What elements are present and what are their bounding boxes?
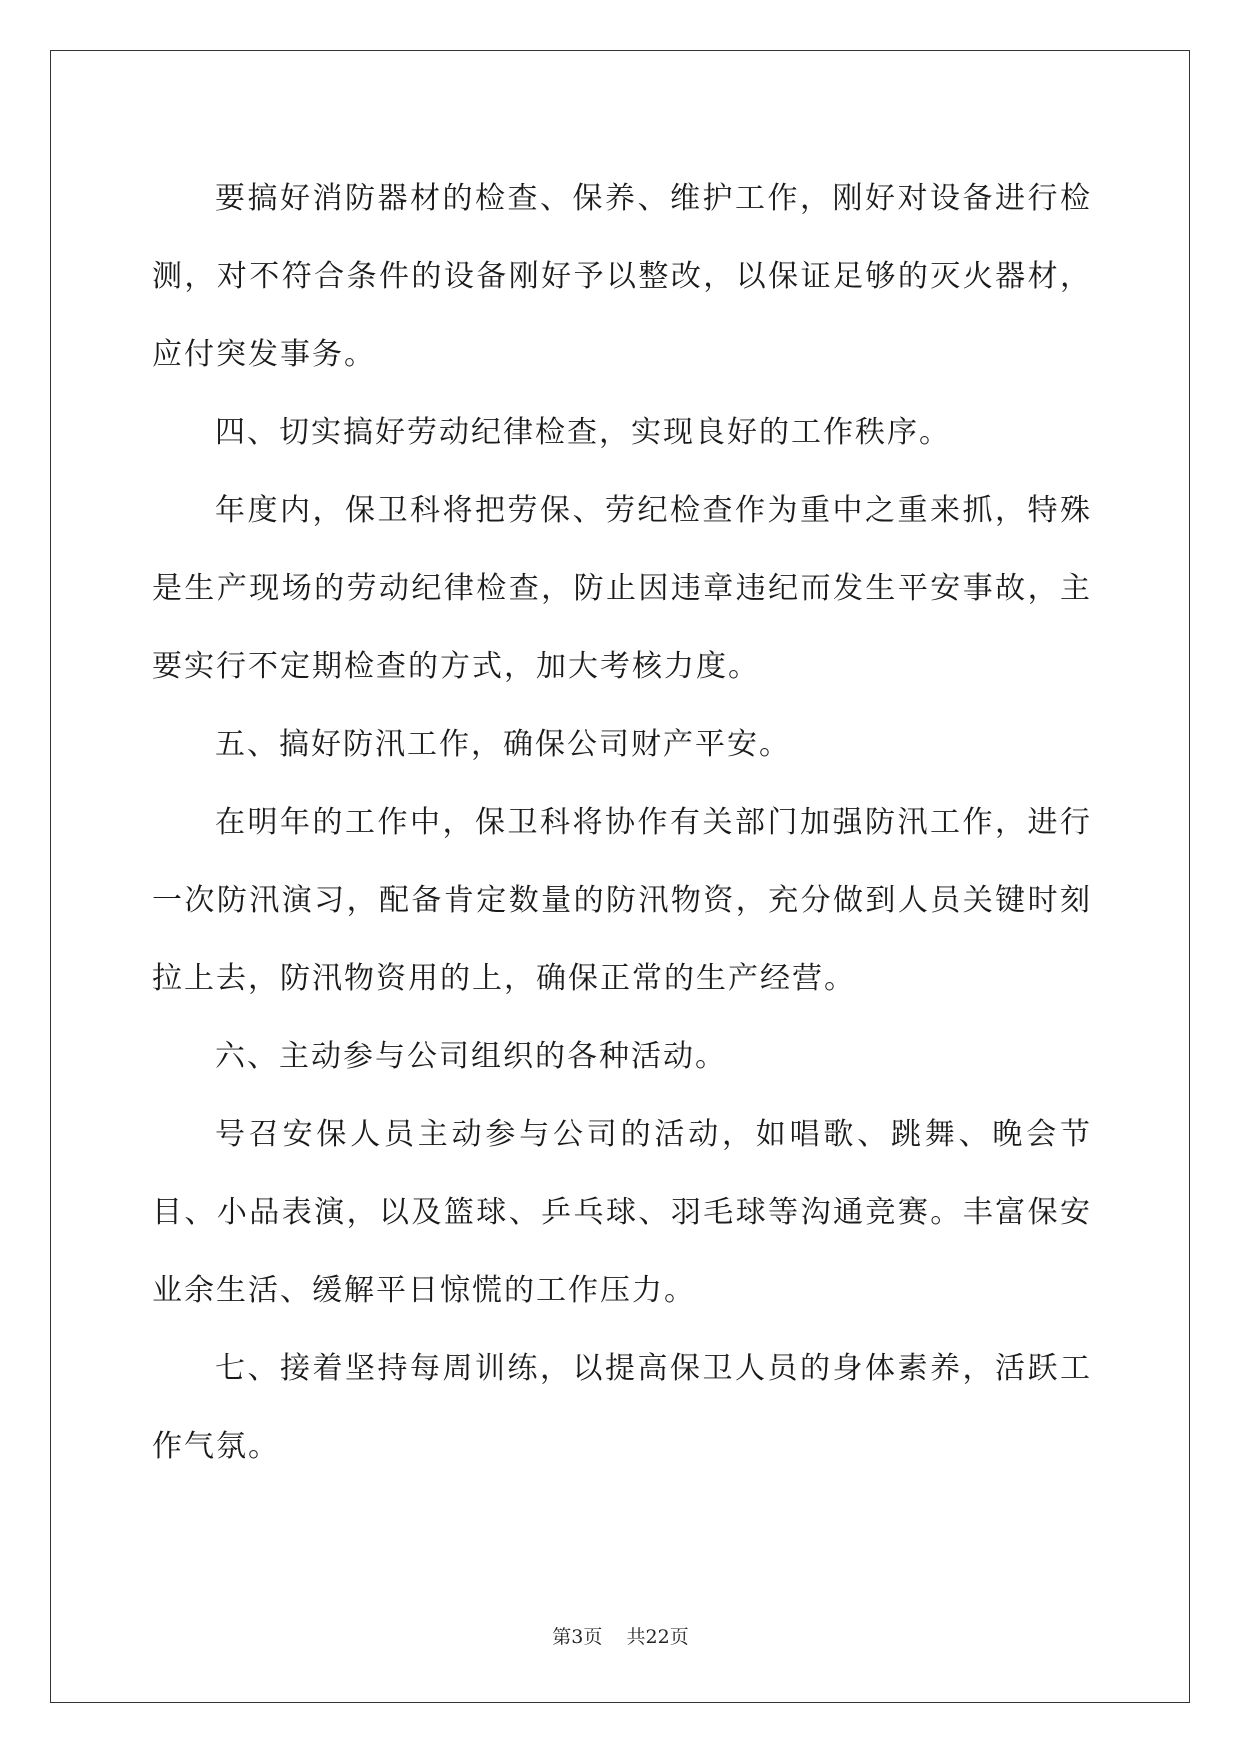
total-page-count: 共22页 bbox=[626, 1626, 689, 1648]
section-heading: 四、切实搞好劳动纪律检查，实现良好的工作秩序。 bbox=[215, 415, 951, 450]
paragraph: 年度内，保卫科将把劳保、劳纪检查作为重中之重来抓，特殊是生产现场的劳动纪律检查，防止因违章违纪而发生平安事故，主要实行不定期检查的方式，加大考核力度。 bbox=[152, 493, 1092, 684]
document-body bbox=[152, 160, 1092, 1486]
section-heading: 五、搞好防汛工作，确保公司财产平安。 bbox=[215, 727, 791, 762]
current-page-number: 第3页 bbox=[552, 1626, 603, 1648]
section-heading: 六、主动参与公司组织的各种活动。 bbox=[215, 1039, 727, 1074]
paragraph: 号召安保人员主动参与公司的活动，如唱歌、跳舞、晚会节目、小品表演，以及篮球、乒乓球、羽毛球等沟通竞赛。丰富保安业余生活、缓解平日惊慌的工作压力。 bbox=[152, 1117, 1092, 1308]
paragraph: 要搞好消防器材的检查、保养、维护工作，刚好对设备进行检测，对不符合条件的设备刚好予以整改，以保证足够的灭火器材，应付突发事务。 bbox=[152, 181, 1092, 372]
paragraph: 在明年的工作中，保卫科将协作有关部门加强防汛工作，进行一次防汛演习，配备肯定数量的防汛物资，充分做到人员关键时刻拉上去，防汛物资用的上，确保正常的生产经营。 bbox=[152, 805, 1092, 996]
page-footer bbox=[0, 1622, 1241, 1649]
section-heading: 七、接着坚持每周训练，以提高保卫人员的身体素养，活跃工作气氛。 bbox=[152, 1351, 1092, 1464]
